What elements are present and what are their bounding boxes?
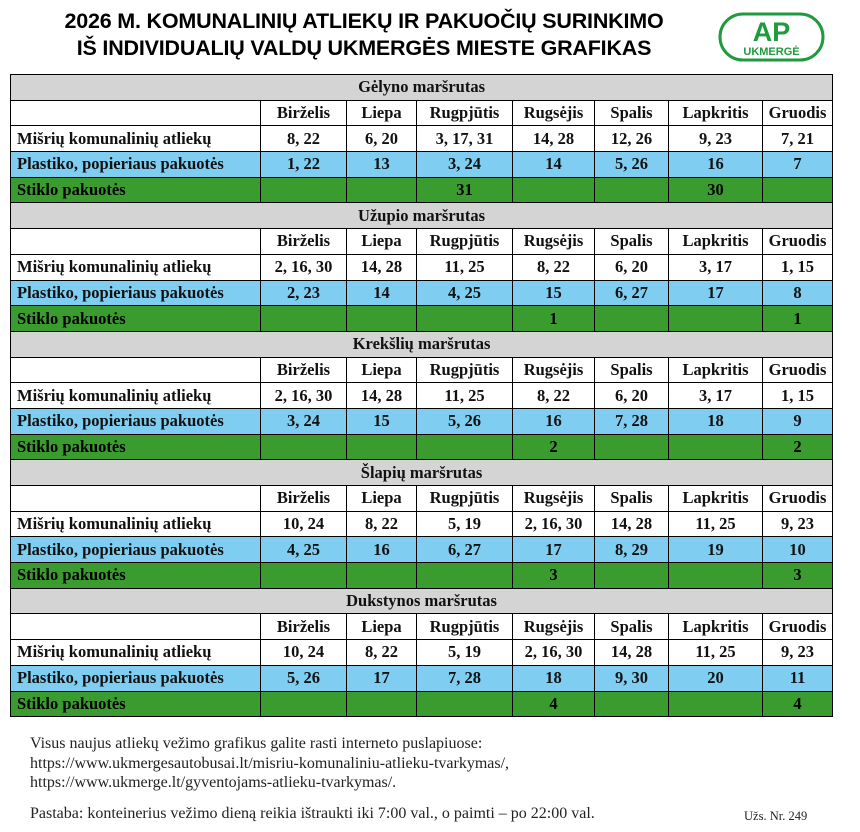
footer-link-ukmerge[interactable]: https://www.ukmerge.lt/gyventojams-atlieku-tvarkymas/. xyxy=(30,774,397,791)
collection-dates-cell: 3, 17 xyxy=(669,254,763,280)
collection-dates-cell: 8, 22 xyxy=(513,383,595,409)
collection-dates-cell: 5, 26 xyxy=(595,152,669,178)
waste-type-label: Mišrių komunalinių atliekų xyxy=(11,640,261,666)
plastic-packaging-row xyxy=(11,665,833,691)
collection-dates-cell xyxy=(261,563,347,589)
collection-dates-cell: 14, 28 xyxy=(347,383,417,409)
month-header-row xyxy=(11,229,833,255)
month-header: Spalis xyxy=(595,486,669,512)
collection-dates-cell: 10 xyxy=(763,537,833,563)
month-header: Rugsėjis xyxy=(513,100,595,126)
collection-dates-cell: 2, 16, 30 xyxy=(261,383,347,409)
footer-info xyxy=(30,734,830,793)
collection-dates-cell: 1, 15 xyxy=(763,254,833,280)
month-header: Lapkritis xyxy=(669,614,763,640)
month-header: Birželis xyxy=(261,614,347,640)
waste-type-label: Plastiko, popieriaus pakuotės xyxy=(11,152,261,178)
collection-dates-cell xyxy=(417,306,513,332)
collection-dates-cell: 5, 26 xyxy=(417,408,513,434)
month-header: Rugsėjis xyxy=(513,229,595,255)
month-header: Liepa xyxy=(347,357,417,383)
month-header: Liepa xyxy=(347,100,417,126)
collection-dates-cell xyxy=(261,691,347,717)
month-header-row xyxy=(11,357,833,383)
collection-dates-cell xyxy=(347,691,417,717)
collection-dates-cell: 5, 26 xyxy=(261,665,347,691)
month-header: Lapkritis xyxy=(669,229,763,255)
collection-dates-cell: 11, 25 xyxy=(669,640,763,666)
month-header: Rugpjūtis xyxy=(417,357,513,383)
month-header: Spalis xyxy=(595,357,669,383)
month-header: Liepa xyxy=(347,229,417,255)
collection-dates-cell: 2 xyxy=(763,434,833,460)
collection-dates-cell: 2, 16, 30 xyxy=(513,640,595,666)
ap-ukmerge-logo xyxy=(718,12,825,62)
collection-dates-cell: 3, 17 xyxy=(669,383,763,409)
collection-dates-cell: 6, 20 xyxy=(595,383,669,409)
footer-link-autobusai[interactable]: https://www.ukmergesautobusai.lt/misriu-komunaliniu-atlieku-tvarkymas/, xyxy=(30,754,510,772)
collection-dates-cell: 6, 20 xyxy=(347,126,417,152)
collection-dates-cell: 15 xyxy=(513,280,595,306)
mixed-waste-row xyxy=(11,640,833,666)
collection-dates-cell: 11, 25 xyxy=(669,511,763,537)
empty-header-cell xyxy=(11,229,261,255)
collection-dates-cell: 3 xyxy=(513,563,595,589)
collection-dates-cell: 14, 28 xyxy=(595,640,669,666)
plastic-packaging-row xyxy=(11,280,833,306)
month-header: Rugpjūtis xyxy=(417,614,513,640)
collection-dates-cell: 1 xyxy=(763,306,833,332)
month-header: Liepa xyxy=(347,486,417,512)
collection-dates-cell: 12, 26 xyxy=(595,126,669,152)
collection-dates-cell: 31 xyxy=(417,177,513,203)
month-header: Rugpjūtis xyxy=(417,486,513,512)
month-header-row xyxy=(11,614,833,640)
month-header: Birželis xyxy=(261,100,347,126)
collection-dates-cell: 13 xyxy=(347,152,417,178)
waste-type-label: Stiklo pakuotės xyxy=(11,563,261,589)
route-header-row xyxy=(11,75,833,101)
collection-dates-cell xyxy=(595,691,669,717)
collection-dates-cell: 9, 23 xyxy=(763,640,833,666)
collection-dates-cell: 8, 22 xyxy=(513,254,595,280)
glass-packaging-row xyxy=(11,177,833,203)
collection-dates-cell: 9, 30 xyxy=(595,665,669,691)
waste-type-label: Stiklo pakuotės xyxy=(11,691,261,717)
collection-dates-cell xyxy=(763,177,833,203)
month-header-row xyxy=(11,486,833,512)
waste-type-label: Mišrių komunalinių atliekų xyxy=(11,254,261,280)
waste-type-label: Mišrių komunalinių atliekų xyxy=(11,511,261,537)
collection-dates-cell: 14, 28 xyxy=(513,126,595,152)
mixed-waste-row xyxy=(11,126,833,152)
collection-dates-cell: 1, 15 xyxy=(763,383,833,409)
collection-dates-cell: 3, 24 xyxy=(261,408,347,434)
collection-dates-cell: 6, 27 xyxy=(595,280,669,306)
empty-header-cell xyxy=(11,357,261,383)
collection-dates-cell xyxy=(595,177,669,203)
collection-dates-cell: 4, 25 xyxy=(417,280,513,306)
month-header: Spalis xyxy=(595,100,669,126)
collection-dates-cell xyxy=(669,691,763,717)
collection-dates-cell: 11 xyxy=(763,665,833,691)
month-header: Lapkritis xyxy=(669,357,763,383)
collection-dates-cell: 15 xyxy=(347,408,417,434)
collection-dates-cell xyxy=(261,306,347,332)
month-header: Gruodis xyxy=(763,229,833,255)
collection-dates-cell: 6, 20 xyxy=(595,254,669,280)
collection-dates-cell: 7, 21 xyxy=(763,126,833,152)
title-line-2: IŠ INDIVIDUALIŲ VALDŲ UKMERGĖS MIESTE GRAFIKAS xyxy=(76,36,652,60)
collection-dates-cell: 10, 24 xyxy=(261,640,347,666)
collection-dates-cell: 3, 17, 31 xyxy=(417,126,513,152)
collection-dates-cell xyxy=(669,434,763,460)
collection-dates-cell xyxy=(417,563,513,589)
collection-dates-cell: 8, 22 xyxy=(347,511,417,537)
collection-dates-cell: 5, 19 xyxy=(417,640,513,666)
collection-dates-cell xyxy=(595,306,669,332)
collection-dates-cell xyxy=(261,177,347,203)
collection-dates-cell: 2, 16, 30 xyxy=(513,511,595,537)
waste-type-label: Plastiko, popieriaus pakuotės xyxy=(11,408,261,434)
mixed-waste-row xyxy=(11,511,833,537)
month-header: Spalis xyxy=(595,614,669,640)
route-header-row xyxy=(11,588,833,614)
collection-dates-cell: 3 xyxy=(763,563,833,589)
collection-dates-cell: 10, 24 xyxy=(261,511,347,537)
empty-header-cell xyxy=(11,486,261,512)
collection-dates-cell: 6, 27 xyxy=(417,537,513,563)
month-header: Gruodis xyxy=(763,100,833,126)
month-header: Lapkritis xyxy=(669,486,763,512)
collection-dates-cell: 2, 23 xyxy=(261,280,347,306)
collection-dates-cell: 4 xyxy=(513,691,595,717)
collection-dates-cell: 14 xyxy=(513,152,595,178)
header xyxy=(0,0,860,72)
collection-dates-cell: 7, 28 xyxy=(595,408,669,434)
collection-dates-cell: 3, 24 xyxy=(417,152,513,178)
month-header: Rugsėjis xyxy=(513,357,595,383)
month-header: Birželis xyxy=(261,229,347,255)
collection-dates-cell: 11, 25 xyxy=(417,383,513,409)
waste-type-label: Stiklo pakuotės xyxy=(11,306,261,332)
month-header: Liepa xyxy=(347,614,417,640)
month-header: Gruodis xyxy=(763,614,833,640)
month-header: Birželis xyxy=(261,357,347,383)
order-number: Užs. Nr. 249 xyxy=(744,809,808,823)
collection-dates-cell: 4 xyxy=(763,691,833,717)
footer-intro: Visus naujus atliekų vežimo grafikus galite rasti interneto puslapiuose: xyxy=(30,735,483,752)
route-header-row xyxy=(11,460,833,486)
collection-dates-cell: 8, 22 xyxy=(347,640,417,666)
logo-city: UKMERGĖ xyxy=(743,46,800,58)
collection-dates-cell: 17 xyxy=(669,280,763,306)
collection-dates-cell xyxy=(669,563,763,589)
month-header: Rugpjūtis xyxy=(417,229,513,255)
schedule-table xyxy=(10,74,833,717)
collection-dates-cell: 7, 28 xyxy=(417,665,513,691)
glass-packaging-row xyxy=(11,434,833,460)
route-header-row xyxy=(11,331,833,357)
collection-dates-cell xyxy=(261,434,347,460)
collection-dates-cell xyxy=(595,563,669,589)
collection-dates-cell: 18 xyxy=(513,665,595,691)
plastic-packaging-row xyxy=(11,537,833,563)
month-header: Spalis xyxy=(595,229,669,255)
month-header: Lapkritis xyxy=(669,100,763,126)
collection-dates-cell: 18 xyxy=(669,408,763,434)
collection-dates-cell: 20 xyxy=(669,665,763,691)
collection-dates-cell xyxy=(669,306,763,332)
mixed-waste-row xyxy=(11,383,833,409)
waste-type-label: Stiklo pakuotės xyxy=(11,177,261,203)
glass-packaging-row xyxy=(11,563,833,589)
mixed-waste-row xyxy=(11,254,833,280)
collection-dates-cell: 4, 25 xyxy=(261,537,347,563)
route-name: Šlapių maršrutas xyxy=(11,460,833,486)
collection-dates-cell: 19 xyxy=(669,537,763,563)
collection-dates-cell: 5, 19 xyxy=(417,511,513,537)
route-name: Užupio maršrutas xyxy=(11,203,833,229)
month-header: Rugpjūtis xyxy=(417,100,513,126)
waste-type-label: Mišrių komunalinių atliekų xyxy=(11,126,261,152)
waste-type-label: Mišrių komunalinių atliekų xyxy=(11,383,261,409)
collection-dates-cell xyxy=(347,434,417,460)
collection-dates-cell: 2, 16, 30 xyxy=(261,254,347,280)
glass-packaging-row xyxy=(11,306,833,332)
collection-dates-cell: 8 xyxy=(763,280,833,306)
collection-dates-cell: 8, 29 xyxy=(595,537,669,563)
collection-dates-cell xyxy=(595,434,669,460)
month-header: Rugsėjis xyxy=(513,614,595,640)
collection-dates-cell: 1, 22 xyxy=(261,152,347,178)
collection-dates-cell: 14, 28 xyxy=(595,511,669,537)
waste-type-label: Plastiko, popieriaus pakuotės xyxy=(11,537,261,563)
collection-dates-cell: 7 xyxy=(763,152,833,178)
glass-packaging-row xyxy=(11,691,833,717)
month-header: Birželis xyxy=(261,486,347,512)
collection-dates-cell xyxy=(347,563,417,589)
collection-dates-cell: 17 xyxy=(347,665,417,691)
collection-dates-cell: 14, 28 xyxy=(347,254,417,280)
waste-type-label: Plastiko, popieriaus pakuotės xyxy=(11,665,261,691)
plastic-packaging-row xyxy=(11,152,833,178)
empty-header-cell xyxy=(11,614,261,640)
route-name: Krekšlių maršrutas xyxy=(11,331,833,357)
collection-dates-cell: 1 xyxy=(513,306,595,332)
collection-dates-cell xyxy=(513,177,595,203)
route-name: Dukstynos maršrutas xyxy=(11,588,833,614)
title-line-1: 2026 M. KOMUNALINIŲ ATLIEKŲ IR PAKUOČIŲ SURINKIMO xyxy=(64,9,664,33)
collection-dates-cell: 9, 23 xyxy=(669,126,763,152)
collection-dates-cell xyxy=(347,306,417,332)
month-header: Gruodis xyxy=(763,486,833,512)
waste-type-label: Plastiko, popieriaus pakuotės xyxy=(11,280,261,306)
logo-letters: AP xyxy=(752,17,791,47)
collection-dates-cell xyxy=(417,434,513,460)
plastic-packaging-row xyxy=(11,408,833,434)
empty-header-cell xyxy=(11,100,261,126)
collection-dates-cell xyxy=(417,691,513,717)
collection-dates-cell: 8, 22 xyxy=(261,126,347,152)
month-header: Rugsėjis xyxy=(513,486,595,512)
collection-dates-cell: 14 xyxy=(347,280,417,306)
collection-dates-cell: 16 xyxy=(513,408,595,434)
collection-dates-cell: 17 xyxy=(513,537,595,563)
collection-dates-cell: 30 xyxy=(669,177,763,203)
collection-dates-cell: 16 xyxy=(347,537,417,563)
route-header-row xyxy=(11,203,833,229)
route-name: Gėlyno maršrutas xyxy=(11,75,833,101)
month-header-row xyxy=(11,100,833,126)
waste-type-label: Stiklo pakuotės xyxy=(11,434,261,460)
collection-dates-cell xyxy=(347,177,417,203)
collection-dates-cell: 9, 23 xyxy=(763,511,833,537)
collection-dates-cell: 2 xyxy=(513,434,595,460)
month-header: Gruodis xyxy=(763,357,833,383)
page-title xyxy=(14,8,714,62)
collection-dates-cell: 11, 25 xyxy=(417,254,513,280)
collection-dates-cell: 16 xyxy=(669,152,763,178)
footer-note: Pastaba: konteinerius vežimo dieną reikia ištraukti iki 7:00 val., o paimti – po 22:00 val. xyxy=(30,805,595,822)
collection-dates-cell: 9 xyxy=(763,408,833,434)
